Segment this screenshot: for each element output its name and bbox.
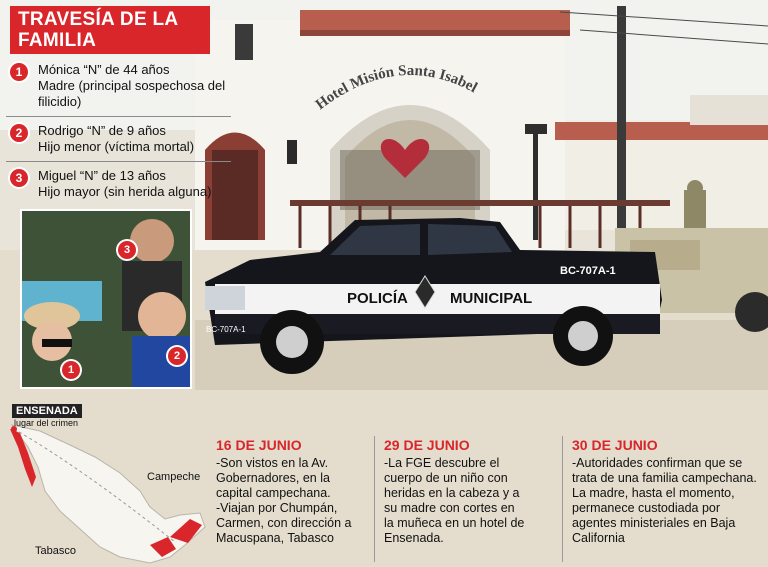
map-label-ensenada: ENSENADA [12,404,82,418]
timeline-line: -Viajan por Chumpán, [216,501,338,515]
person-name: Mónica “N” de 44 años [38,62,170,77]
vehicle-text-municipal: MUNICIPAL [450,290,533,307]
page-title: TRAVESÍA DE LA FAMILIA [10,6,210,54]
person-name: Miguel “N” de 13 años [38,168,166,183]
timeline-divider [374,436,375,562]
person-number-badge: 1 [10,63,28,81]
timeline-line: la muñeca en un hotel de [384,516,525,530]
timeline-line: capital campechana. [216,486,331,500]
timeline-line: Carmen, con dirección a [216,516,352,530]
mexico-map [0,407,210,567]
photo-marker: 3 [118,241,136,259]
timeline-line: California [572,531,625,545]
timeline-entry-2 [564,432,768,567]
person-name: Rodrigo “N” de 9 años [38,123,166,138]
person-number-badge: 3 [10,169,28,187]
timeline-line: agentes ministeriales en Baja [572,516,736,530]
timeline-line: Macuspana, Tabasco [216,531,334,545]
photo-marker: 2 [168,347,186,365]
list-item [6,166,231,206]
timeline-line: cuerpo de un niño con [384,471,508,485]
family-photo [20,209,192,389]
timeline-divider [562,436,563,562]
map-label-tabasco: Tabasco [35,545,76,557]
timeline-date: 30 DE JUNIO [572,437,658,453]
timeline-date: 16 DE JUNIO [216,437,302,453]
vehicle-unit-number-small: BC-707A-1 [206,325,246,334]
people-list [6,60,231,210]
timeline-line: permanece custodiada por [572,501,721,515]
timeline-line: -Son vistos en la Av. [216,456,329,470]
timeline-line: trata de una familia campechana. [572,471,757,485]
map-label-ensenada-sub: lugar del crimen [14,418,79,428]
family-photo-illustration [22,211,190,387]
person-role: Hijo menor (víctima mortal) [38,139,195,154]
person-role: Hijo mayor (sin herida alguna) [38,184,212,199]
timeline-line: -La FGE descubre el [384,456,500,470]
list-item [6,60,231,117]
hotel-sign: Hotel Misión Santa Isabel [312,62,480,114]
timeline-line: Gobernadores, en la [216,471,330,485]
map-label-campeche: Campeche [147,471,201,483]
vehicle-unit-number: BC-707A-1 [560,265,616,277]
timeline-line: La madre, hasta el momento, [572,486,735,500]
timeline-entry-0 [208,432,374,567]
timeline-line: Ensenada. [384,531,444,545]
photo-marker: 1 [62,361,80,379]
person-role: Madre (principal sospechosa del filicidio) [38,78,226,109]
timeline-date: 29 DE JUNIO [384,437,470,453]
list-item [6,121,231,162]
timeline-line: -Autoridades confirman que se [572,456,743,470]
vehicle-text-policia: POLICÍA [347,290,408,307]
timeline-line: su madre con cortes en [384,501,515,515]
person-number-badge: 2 [10,124,28,142]
timeline-line: heridas en la cabeza y a [384,486,520,500]
timeline-entry-1 [376,432,562,567]
